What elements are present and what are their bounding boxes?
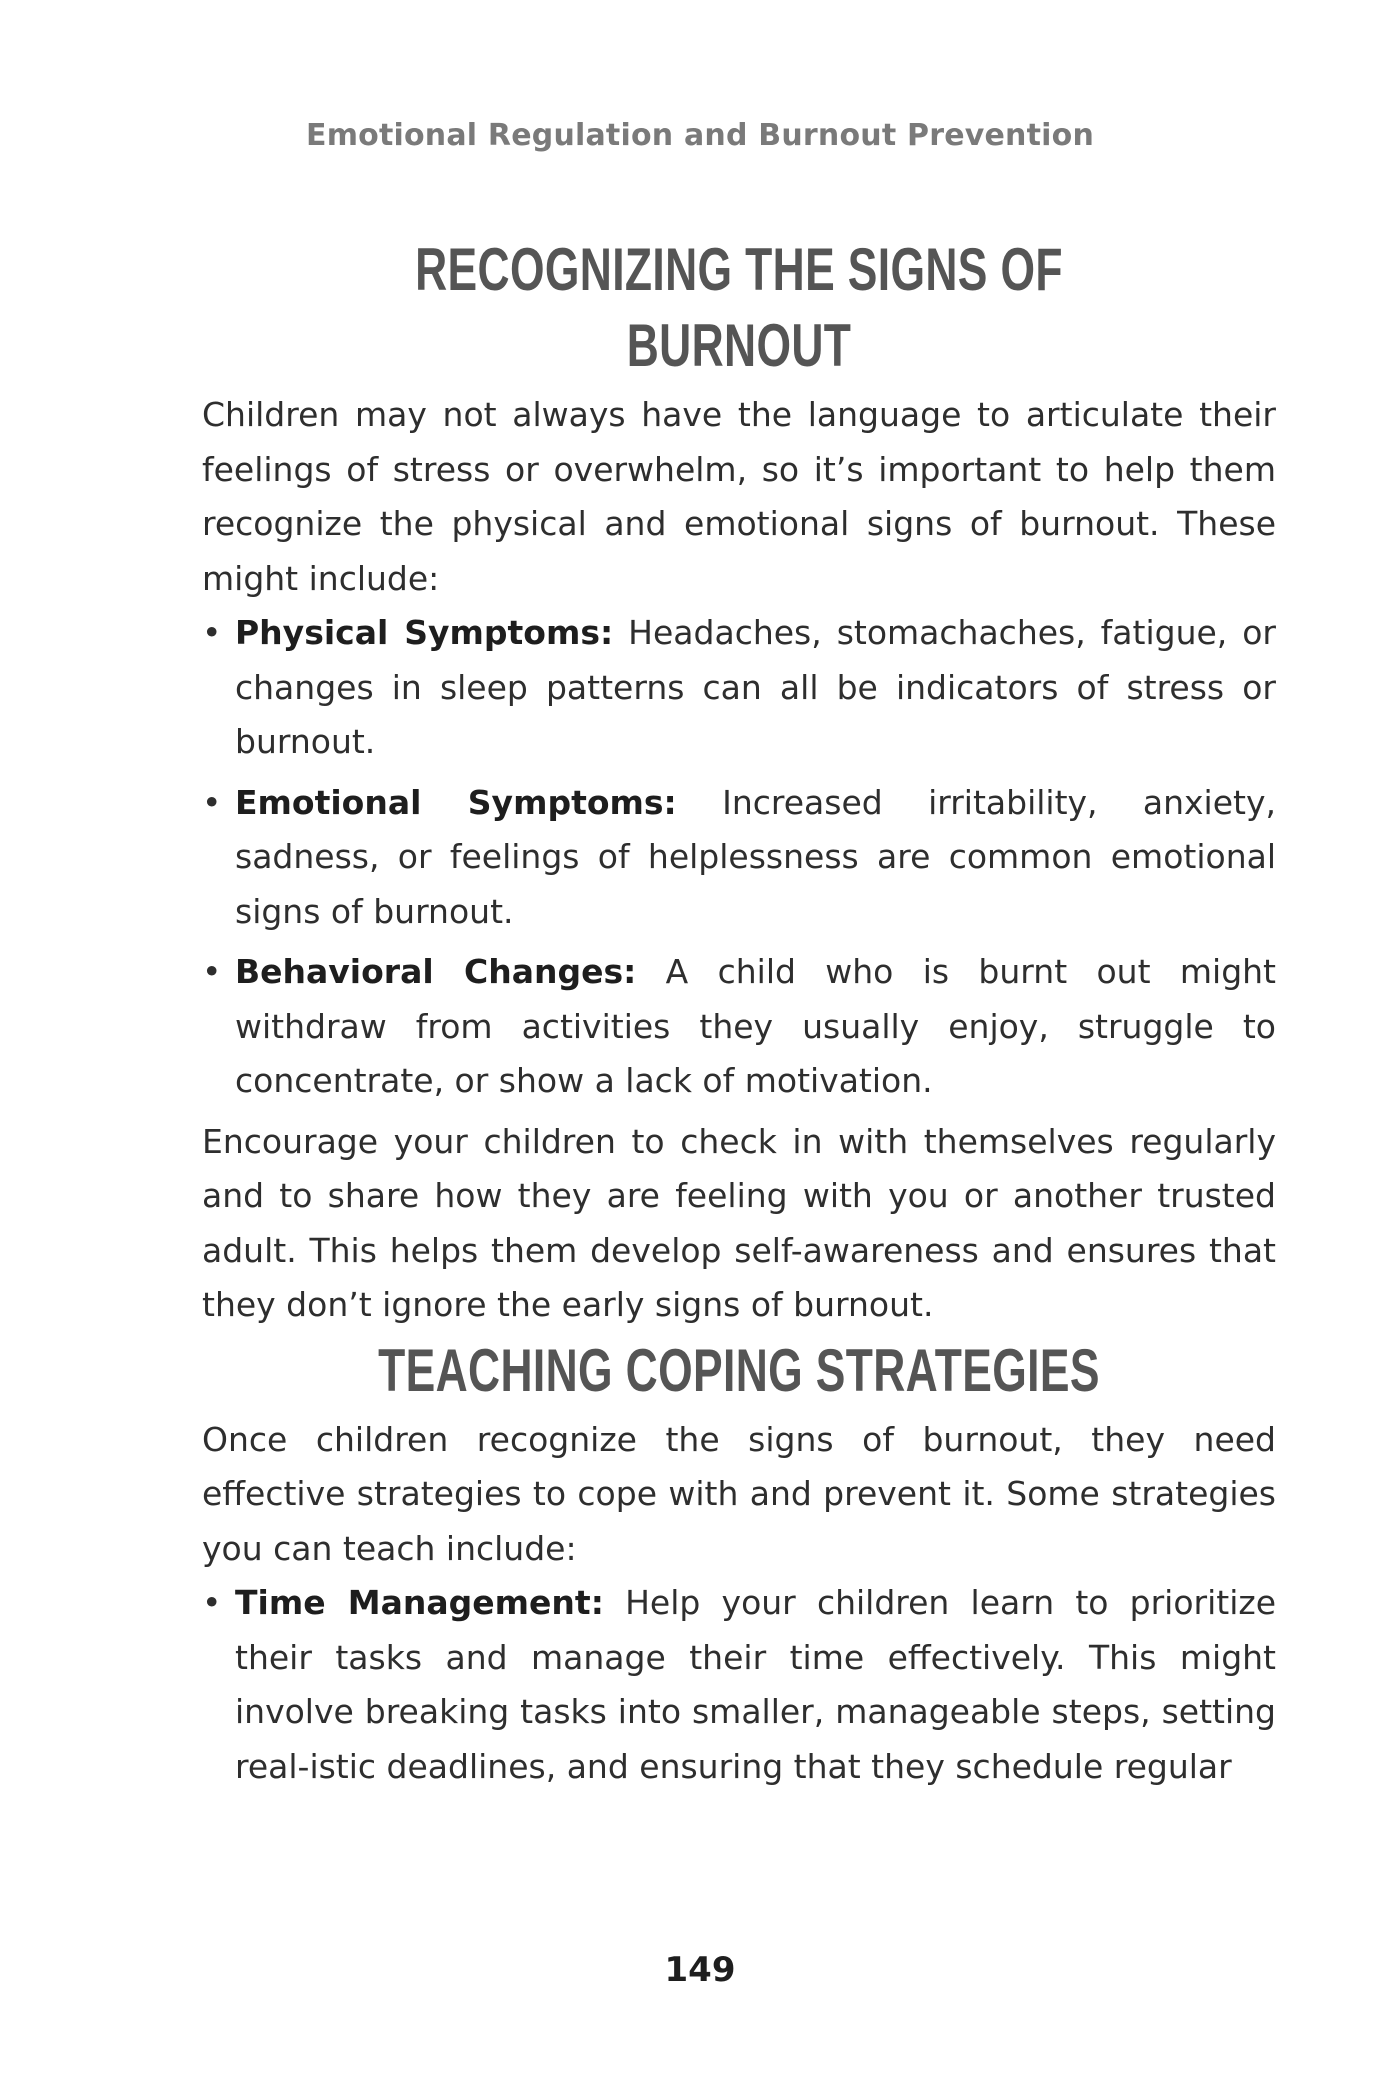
page-content bbox=[202, 232, 1276, 1794]
page-number: 149 bbox=[664, 1950, 736, 1990]
list-item-text: Headaches, stomachaches, fatigue, or changes in sleep patterns can all be indicators of stress or burnout. bbox=[235, 613, 1277, 761]
list-item-term: Behavioral Changes: bbox=[235, 952, 637, 991]
section-intro-paragraph: Children may not always have the language to articulate their feelings of stress or overwhelm, so it’s important to help them recognize the physical and emotional signs of burnout. These might include: bbox=[202, 395, 1276, 598]
bullet-icon: • bbox=[202, 952, 222, 991]
list-item bbox=[202, 606, 1276, 770]
bullet-icon: • bbox=[202, 1583, 222, 1622]
list-item-text: Help your children learn to prioritize their tasks and manage their time effectively. This might involve breaking tasks into smaller, manageable steps, setting real-istic deadlines, and ensuring that they schedule regular bbox=[235, 1583, 1277, 1786]
list-item-term: Emotional Symptoms: bbox=[235, 782, 677, 822]
bullet-icon: • bbox=[202, 782, 222, 822]
list-item-text: A child who is burnt out might withdraw from activities they usually enjoy, struggle to concentrate, or show a lack of motivation. bbox=[235, 952, 1276, 1100]
bullet-icon: • bbox=[202, 613, 222, 652]
section-outro-paragraph: Encourage your children to check in with themselves regularly and to share how they are feeling with you or another trusted adult. This helps them develop self-awareness and ensures that they don’t ignore the early signs of burnout. bbox=[202, 1121, 1276, 1324]
running-header: Emotional Regulation and Burnout Prevention bbox=[306, 118, 1094, 153]
section-intro-paragraph: Once children recognize the signs of burnout, they need effective strategies to cope with and prevent it. Some strategies you can teach include: bbox=[202, 1419, 1276, 1568]
list-item-term: Physical Symptoms: bbox=[235, 613, 614, 652]
section-title-coping-strategies: TEACHING COPING STRATEGIES bbox=[378, 1336, 1100, 1404]
strategies-list bbox=[202, 1576, 1276, 1794]
list-item-text: Increased irritability, anxiety, sadness, or feelings of helplessness are common emotional signs of burnout. bbox=[235, 782, 1276, 931]
symptoms-list bbox=[202, 606, 1276, 1109]
list-item bbox=[202, 945, 1276, 1109]
section-title-burnout-signs: RECOGNIZING THE SIGNS OF BURNOUT bbox=[415, 236, 1063, 379]
list-item bbox=[202, 1576, 1276, 1794]
list-item-term: Time Management: bbox=[235, 1583, 604, 1622]
list-item bbox=[202, 776, 1276, 940]
